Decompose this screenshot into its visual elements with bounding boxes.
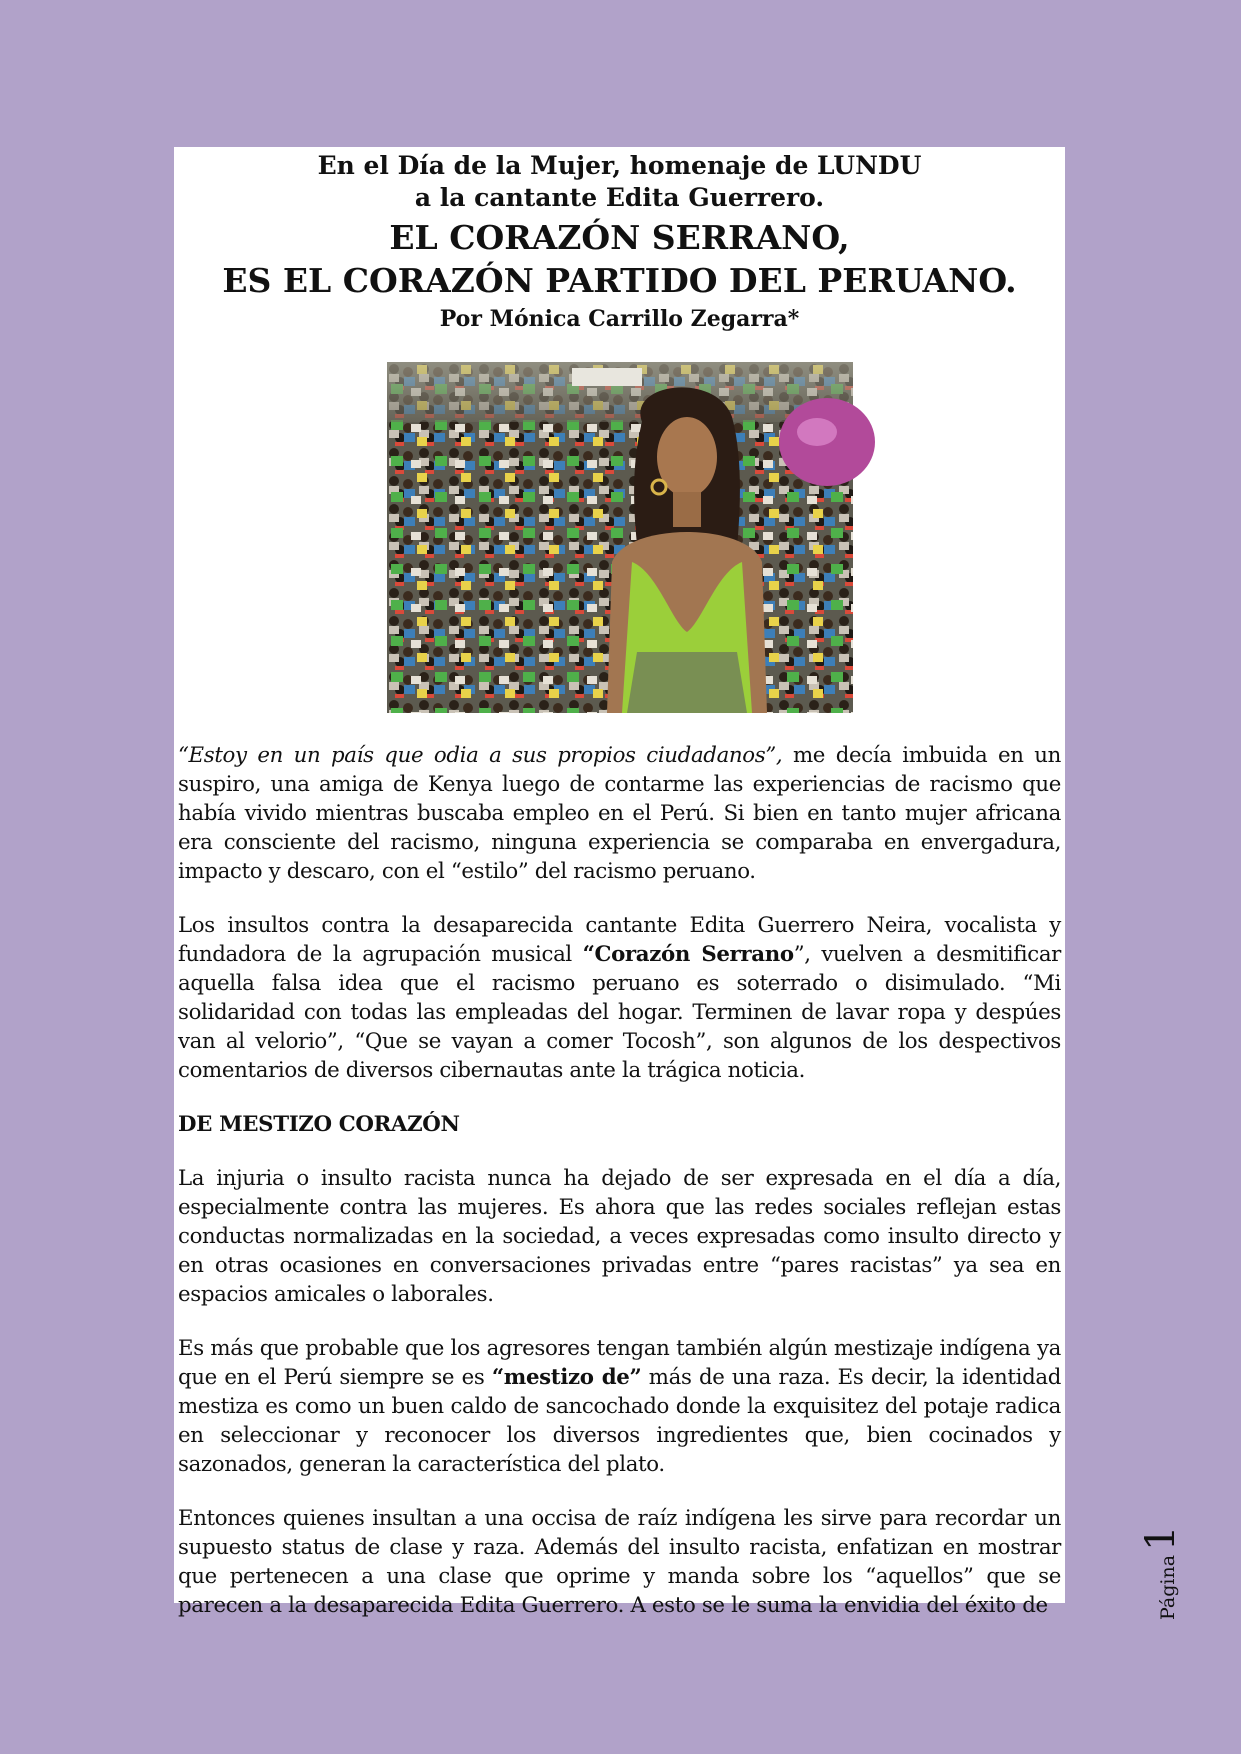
paragraph-2: Los insultos contra la desaparecida cantante Edita Guerrero Neira, vocalista y fundadora de la agrupación musical “Corazón Serrano”, vuelven a desmitificar aquella falsa idea que el racismo peruano es soterrado o disimulado. “Mi solidaridad con todas las empleadas del hogar. Terminen de lavar ropa y despúes van al velorio”, “Que se vayan a comer Tocosh”, son algunos de los despectivos comentarios de diversos cibernautas ante la trágica noticia.	[178, 913, 1061, 1083]
paragraph-5: Entonces quienes insultan a una occisa de raíz indígena les sirve para recordar un supuesto status de clase y raza. Además del insulto racista, enfatizan en mostrar que pertenecen a una clase que oprime y manda sobre los “aquellos” que se parecen a la desaparecida Edita Guerrero. A esto se le suma la envidia del éxito de	[178, 1506, 1061, 1618]
article-photo	[387, 362, 853, 713]
opening-quote: “Estoy en un país que odia a sus propios ciudadanos”,	[178, 743, 783, 768]
document-page	[174, 147, 1065, 1618]
page-label: Página	[1157, 1554, 1179, 1620]
paragraph-3: La injuria o insulto racista nunca ha dejado de ser expresada en el día a día, especialmente contra las mujeres. Es ahora que las redes sociales reflejan estas conductas normalizadas en la sociedad, a veces expresadas como insulto directo y en otras ocasiones en conversaciones privadas entre “pares racistas” ya sea en espacios amicales o laborales.	[178, 1166, 1061, 1307]
kicker-line-1: En el Día de la Mujer, homenaje de LUNDU	[317, 151, 922, 180]
title-line-1: EL CORAZÓN SERRANO,	[389, 218, 850, 257]
section-heading: DE MESTIZO CORAZÓN	[178, 1112, 460, 1137]
paragraph-4: Es más que probable que los agresores tengan también algún mestizaje indígena ya que en el Perú siempre se es “mestizo de” más de una raza. Es decir, la identidad mestiza es como un buen caldo de sancochado donde la exquisitez del potaje radica en seleccionar y reconocer los diversos ingredientes que, bien cocinados y sazonados, generan la característica del plato.	[178, 1336, 1061, 1477]
title-line-2: ES EL CORAZÓN PARTIDO DEL PERUANO.	[222, 261, 1017, 300]
paragraph-1: “Estoy en un país que odia a sus propios ciudadanos”, me decía imbuida en un suspiro, una amiga de Kenya luego de contarme las experiencias de racismo que había vivido mientras buscaba empleo en el Perú. Si bien en tanto mujer africana era consciente del racismo, ninguna experiencia se comparaba en envergadura, impacto y descaro, con el “estilo” del racismo peruano.	[178, 743, 1061, 884]
byline: Por Mónica Carrillo Zegarra*	[439, 306, 800, 332]
article-body	[178, 741, 1061, 1620]
page-number: 1	[1138, 1525, 1184, 1551]
kicker-line-2: a la cantante Edita Guerrero.	[414, 183, 825, 212]
mestizo-emphasis: “mestizo de”	[491, 1365, 642, 1390]
page-footer	[1138, 1510, 1188, 1620]
band-name: “Corazón Serrano	[582, 942, 794, 967]
